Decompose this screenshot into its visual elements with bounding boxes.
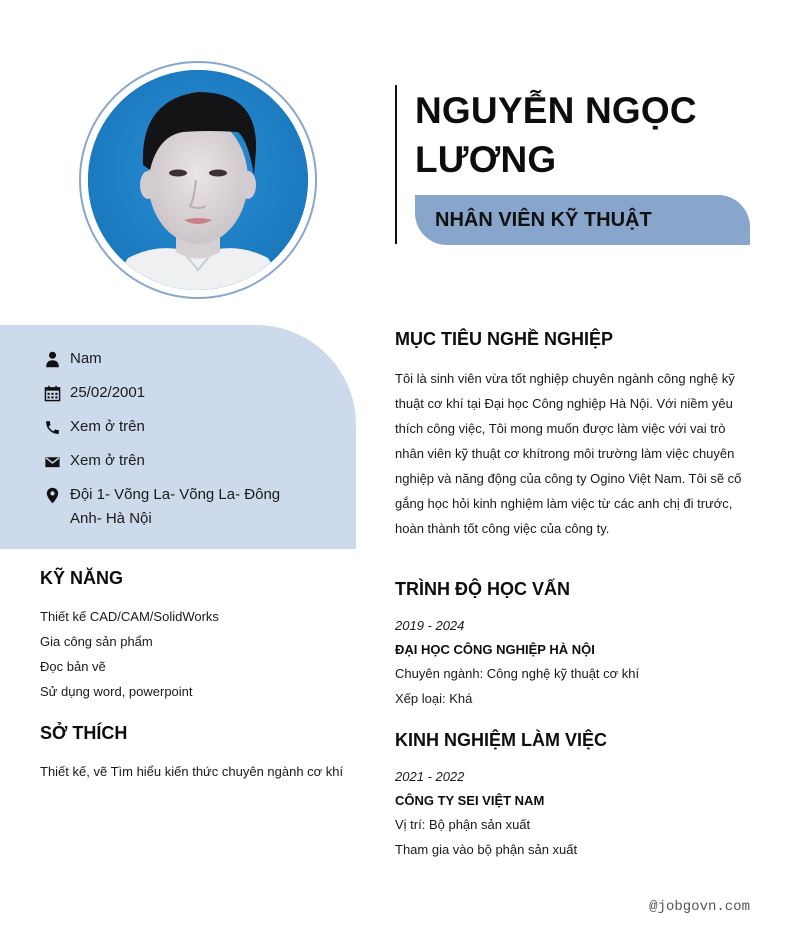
contact-gender [44, 349, 300, 371]
objective-title: MỤC TIÊU NGHỀ NGHIỆP [395, 329, 614, 349]
skill-item: Sử dụng word, powerpoint [40, 684, 193, 699]
experience-detail: Tham gia vào bộ phận sản xuất [395, 841, 578, 857]
skills-title: KỸ NĂNG [40, 568, 124, 588]
contact-email [44, 451, 300, 473]
experience-entry [395, 765, 755, 862]
contact-address [44, 485, 300, 531]
location-pin-icon [44, 487, 61, 504]
contact-phone [44, 417, 300, 439]
experience-title: KINH NGHIỆM LÀM VIỆC [395, 730, 608, 750]
education-title: TRÌNH ĐỘ HỌC VẤN [395, 579, 570, 599]
profile-photo [88, 70, 308, 290]
skills-list [40, 604, 219, 704]
hobbies-title: SỞ THÍCH [40, 723, 128, 743]
experience-company: CÔNG TY SEI VIỆT NAM [395, 793, 545, 808]
name-divider [395, 85, 397, 244]
contact-birthdate [44, 383, 300, 405]
education-detail: Chuyên ngành: Công nghệ kỹ thuật cơ khí [395, 666, 640, 681]
education-entry [395, 614, 755, 711]
email-icon [44, 453, 61, 470]
job-title-badge [415, 195, 750, 245]
candidate-name: NGUYỄN NGỌC LƯƠNG [415, 90, 697, 180]
hobby-item: Thiết kế, vẽ Tìm hiểu kiến thức chuyên ngành cơ khí [40, 764, 344, 779]
portrait-image [88, 70, 308, 290]
education-detail: Xếp loại: Khá [395, 690, 473, 706]
education-school: ĐẠI HỌC CÔNG NGHIỆP HÀ NỘI [395, 642, 595, 657]
watermark: @jobgovn.com [649, 899, 750, 915]
skill-item: Đọc bản vẽ [40, 659, 106, 674]
phone-icon [44, 419, 61, 436]
person-icon [44, 351, 61, 368]
contact-text: Xem ở trên [70, 452, 145, 469]
contact-text: Xem ở trên [70, 418, 145, 435]
skill-item: Gia công sản phẩm [40, 634, 153, 649]
experience-period: 2021 - 2022 [395, 769, 465, 784]
calendar-icon [44, 385, 61, 402]
contact-text: 25/02/2001 [70, 384, 146, 401]
experience-detail: Vị trí: Bộ phận sản xuất [395, 817, 531, 832]
objective-text: Tôi là sinh viên vừa tốt nghiệp chuyên ngành công nghệ kỹ thuật cơ khí tại Đại học Công nghiệp Hà Nội. Với niềm yêu thích công việc, Tôi mong muốn được làm việc với vai trò nhân viên kỹ thuật cơ khítrong môi trường làm việc chuyên nghiệp và năng động của công ty Ogino Việt Nam. Tôi sẽ cố gắng học hỏi kinh nghiệm làm việc từ các anh chị đi trước, hoàn thành tốt công việc của công ty. [395, 371, 742, 536]
skill-item: Thiết kế CAD/CAM/SolidWorks [40, 609, 219, 624]
job-title: NHÂN VIÊN KỸ THUẬT [435, 208, 652, 231]
contact-text: Đội 1- Võng La- Võng La- Đông Anh- Hà Nội [70, 486, 281, 527]
contact-text: Nam [70, 350, 102, 367]
hobbies-list [40, 759, 343, 784]
education-period: 2019 - 2024 [395, 618, 465, 633]
